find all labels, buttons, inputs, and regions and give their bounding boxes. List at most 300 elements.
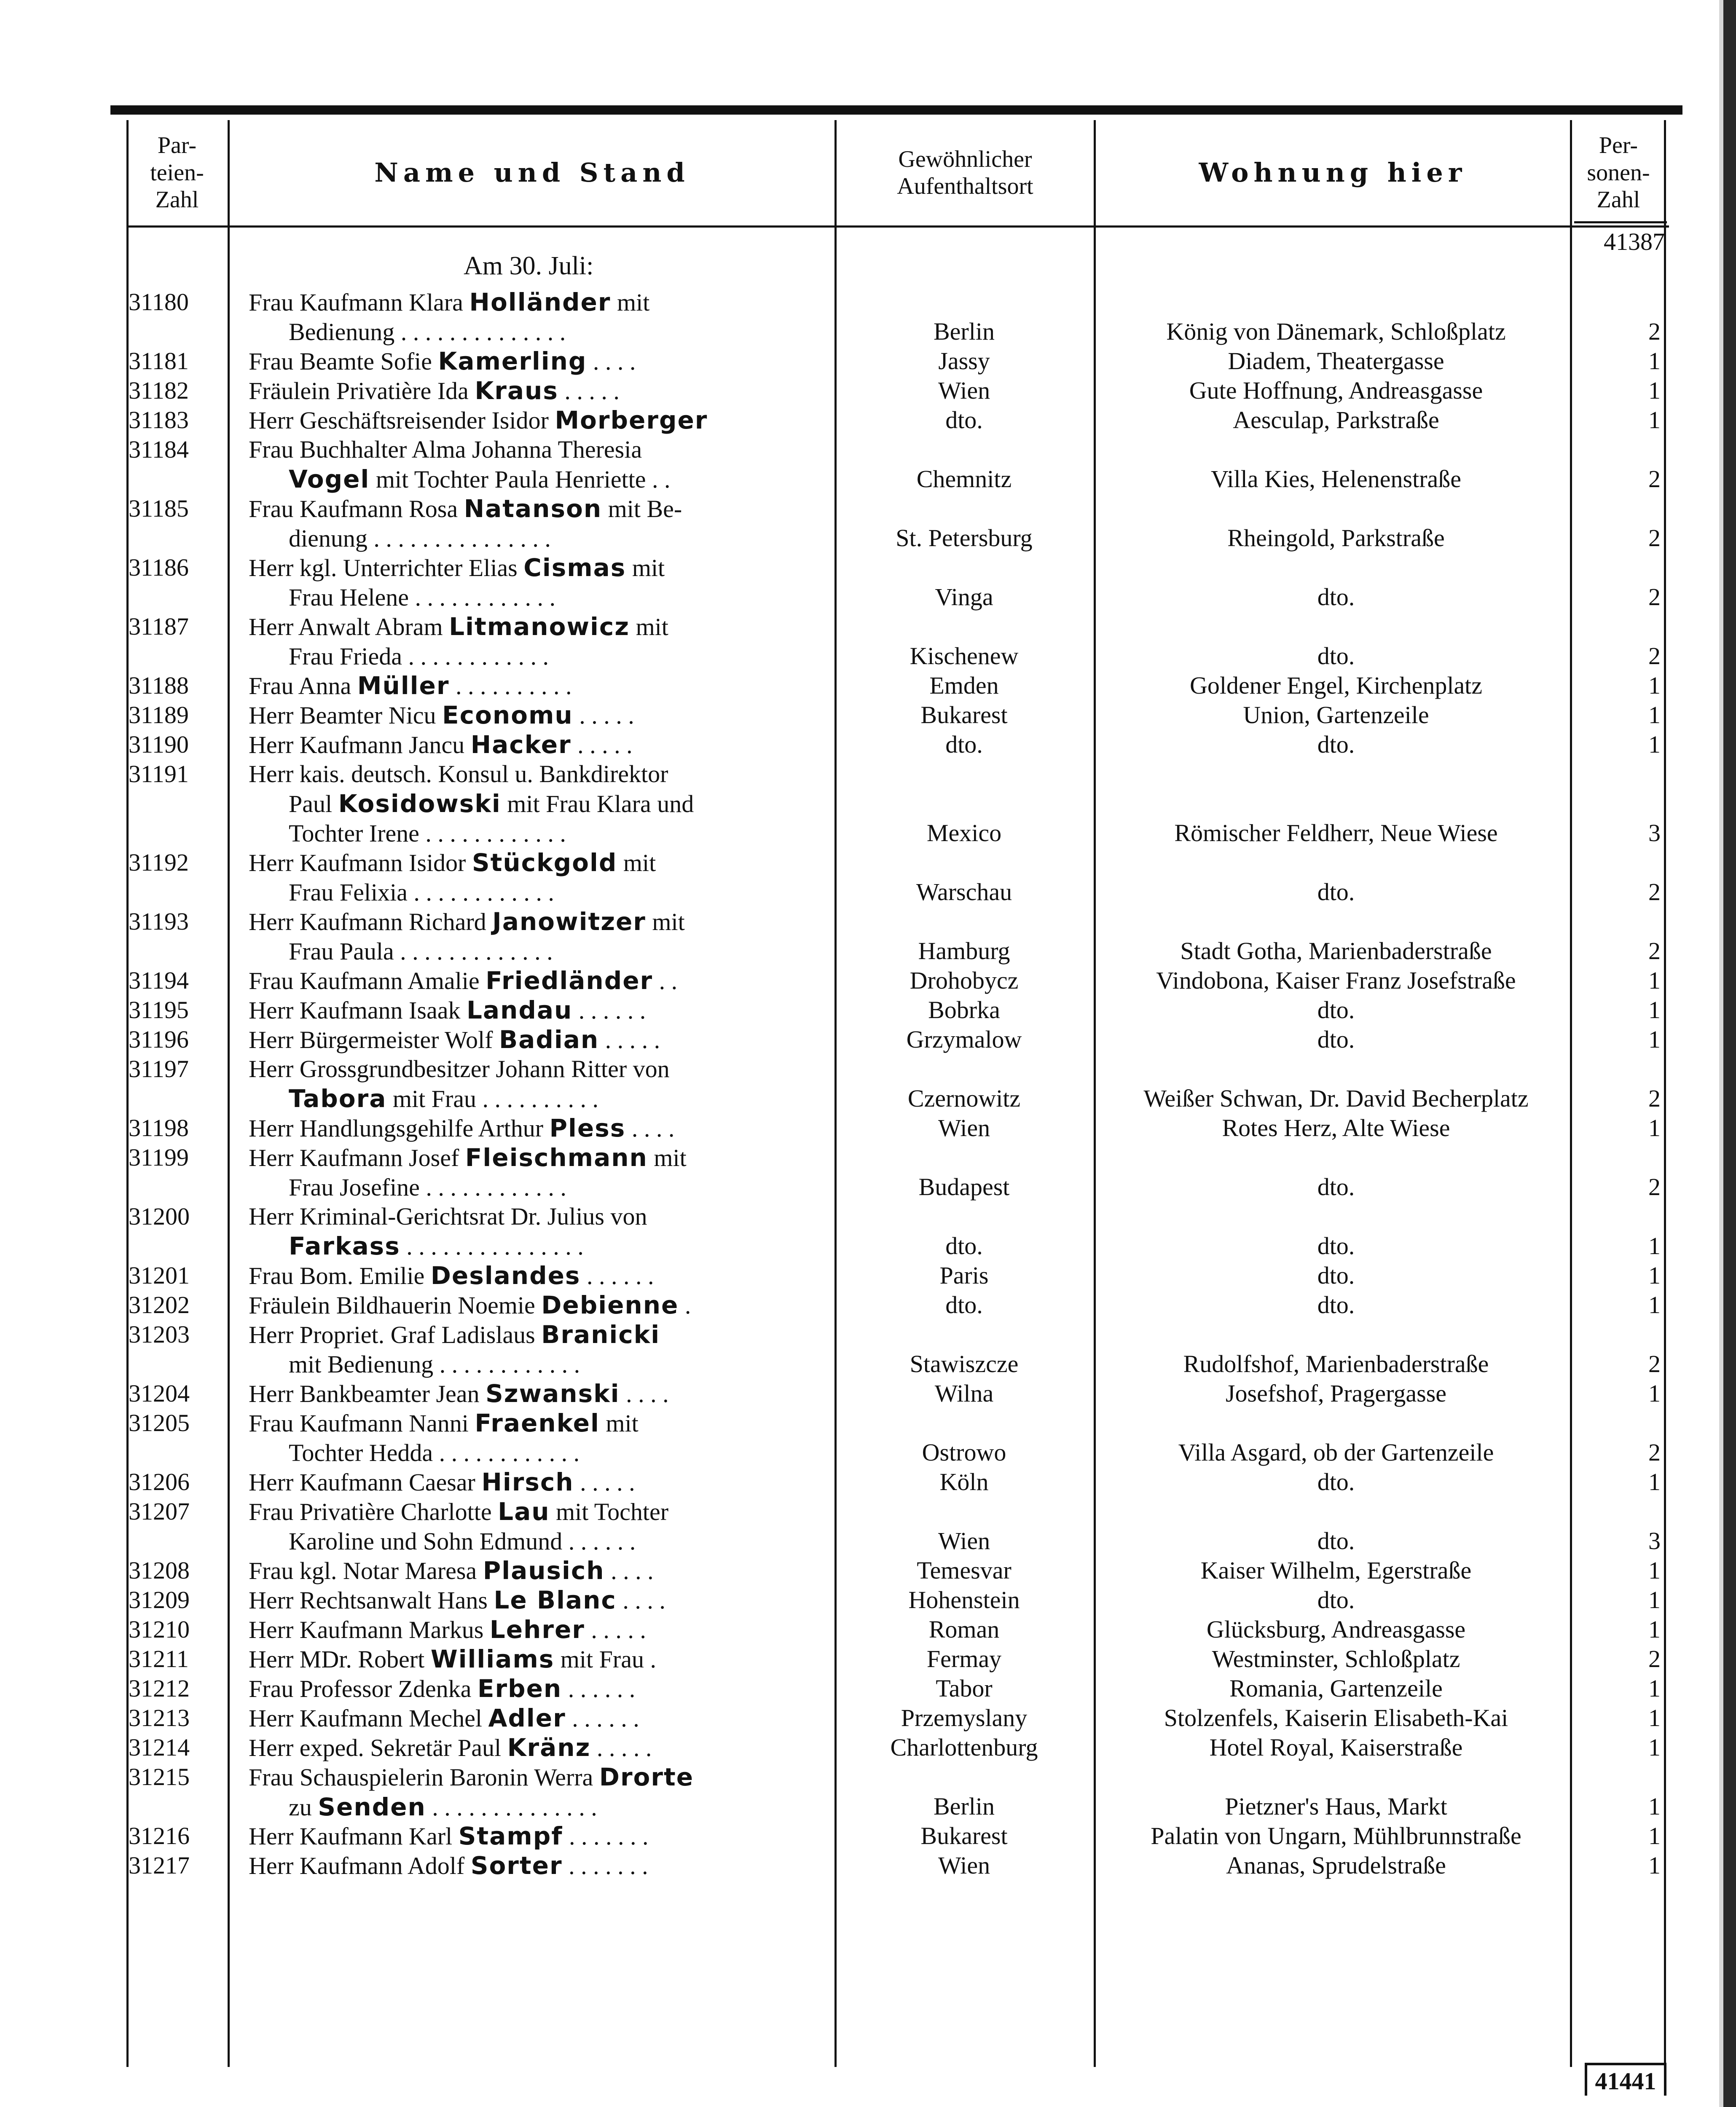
header-residence-line2: Aufenthaltsort bbox=[897, 173, 1033, 199]
entry-name-suffix: mit bbox=[647, 1144, 687, 1171]
entry-name-text: Tochter Irene bbox=[289, 820, 419, 847]
entry-name-line bbox=[249, 700, 830, 730]
entry-number: 31214 bbox=[129, 1734, 190, 1761]
entry-number: 31201 bbox=[129, 1262, 190, 1289]
entry-surname: Lau bbox=[498, 1497, 550, 1526]
entry-name-suffix: mit bbox=[630, 613, 668, 641]
entry-surname: Debienne bbox=[541, 1291, 679, 1319]
entry-name bbox=[249, 1615, 830, 1645]
entry-number: 31194 bbox=[129, 967, 189, 994]
entry-residence: Berlin bbox=[934, 318, 995, 345]
entry-name-line bbox=[249, 583, 830, 612]
entry-person-count: 1 bbox=[1648, 701, 1661, 729]
carry-over-count: 41387 bbox=[1604, 228, 1665, 255]
entry-surname: Kamerling bbox=[438, 347, 587, 375]
entry-residence: Drohobycz bbox=[910, 967, 1019, 994]
entry-lodging: Ananas, Sprudelstraße bbox=[1226, 1852, 1446, 1879]
entry-residence: Hamburg bbox=[918, 937, 1010, 965]
entry-name-text: dienung bbox=[289, 525, 368, 552]
entry-person-count: 1 bbox=[1648, 996, 1661, 1024]
entry-name-text: Frau Schauspielerin Baronin Werra bbox=[249, 1764, 599, 1791]
entry-number: 31191 bbox=[129, 760, 189, 788]
entry-name bbox=[249, 759, 830, 848]
entry-lodging: Stolzenfels, Kaiserin Elisabeth-Kai bbox=[1164, 1704, 1508, 1732]
entry-name-text: Herr Geschäftsreisender Isidor bbox=[249, 407, 555, 434]
entry-row bbox=[0, 553, 1736, 612]
entry-lodging: Gute Hoffnung, Andreasgasse bbox=[1189, 377, 1483, 404]
entry-number: 31205 bbox=[129, 1409, 190, 1437]
entry-name bbox=[249, 346, 830, 376]
entry-name-text: Herr Kriminal-Gerichtsrat Dr. Julius von bbox=[249, 1203, 647, 1230]
entry-lodging: dto. bbox=[1317, 878, 1355, 906]
entry-name bbox=[249, 671, 830, 701]
entry-name bbox=[249, 553, 830, 612]
entry-lodging: dto. bbox=[1317, 642, 1355, 670]
entry-surname: Holländer bbox=[469, 288, 611, 316]
entry-name-line bbox=[249, 376, 830, 406]
entry-name-text: mit Bedienung bbox=[289, 1351, 434, 1378]
entry-number: 31195 bbox=[129, 996, 189, 1024]
entry-lodging: Union, Gartenzeile bbox=[1243, 701, 1429, 729]
entry-name-text: Herr Bankbeamter Jean bbox=[249, 1380, 486, 1407]
entry-name-line bbox=[249, 1527, 830, 1556]
entry-name-suffix: . . . . . bbox=[599, 1026, 660, 1054]
entry-name-line bbox=[249, 907, 830, 937]
header-persons-line2: sonen- bbox=[1587, 159, 1650, 186]
entry-name-text: Frau Buchhalter Alma Johanna Theresia bbox=[249, 436, 642, 463]
entry-lodging: Weißer Schwan, Dr. David Becherplatz bbox=[1143, 1085, 1529, 1112]
entry-residence: Wien bbox=[938, 1852, 990, 1879]
entry-number: 31189 bbox=[129, 701, 189, 729]
entry-name bbox=[249, 995, 830, 1025]
entry-name-line bbox=[249, 464, 830, 494]
entry-name-suffix: mit Frau . . . . . . . . . . bbox=[386, 1085, 599, 1112]
entry-lodging: Kaiser Wilhelm, Egerstraße bbox=[1200, 1557, 1472, 1584]
entry-name-suffix: . . . . . . . . . . . . bbox=[419, 1174, 566, 1201]
entry-name-text: Frau Paula bbox=[289, 938, 394, 965]
entry-surname: Senden bbox=[318, 1793, 426, 1821]
entry-row bbox=[0, 1261, 1736, 1290]
entry-surname: Sorter bbox=[470, 1851, 563, 1880]
entry-name-text: Frau Privatière Charlotte bbox=[249, 1498, 498, 1525]
entry-number: 31190 bbox=[129, 731, 189, 758]
entry-name-text: Herr exped. Sekretär Paul bbox=[249, 1734, 507, 1761]
entry-name-line bbox=[249, 1674, 830, 1704]
entry-name-line bbox=[249, 642, 830, 671]
entry-name-line bbox=[249, 1113, 830, 1143]
entry-person-count: 1 bbox=[1648, 1793, 1661, 1820]
top-rule bbox=[110, 105, 1682, 115]
entry-name-line bbox=[249, 1173, 830, 1202]
entry-name-line bbox=[249, 612, 830, 642]
entry-residence: Przemyslany bbox=[901, 1704, 1028, 1732]
entry-name-text: Frau kgl. Notar Maresa bbox=[249, 1557, 483, 1584]
entry-surname: Friedländer bbox=[486, 966, 653, 995]
entry-row bbox=[0, 1202, 1736, 1261]
entry-residence: Paris bbox=[939, 1262, 989, 1289]
entry-surname: Economu bbox=[442, 701, 573, 729]
entry-name-suffix: . . . . . . . . . . . . . bbox=[394, 938, 553, 965]
entry-lodging: dto. bbox=[1317, 996, 1355, 1024]
entry-name-text: Herr MDr. Robert bbox=[249, 1646, 431, 1673]
entry-number: 31215 bbox=[129, 1763, 190, 1791]
entry-name-line bbox=[249, 937, 830, 966]
entry-name-text: Herr Kaufmann Caesar bbox=[249, 1469, 482, 1496]
entry-name-line bbox=[249, 1733, 830, 1763]
entry-name-suffix: . . . . . . . bbox=[563, 1823, 649, 1850]
entry-name-text: Herr Kaufmann Mechel bbox=[249, 1705, 488, 1732]
entry-surname: Vogel bbox=[289, 465, 370, 493]
entry-row bbox=[0, 1851, 1736, 1880]
entry-number: 31200 bbox=[129, 1203, 190, 1230]
entry-lodging: Vindobona, Kaiser Franz Josefstraße bbox=[1156, 967, 1516, 994]
entry-name bbox=[249, 1467, 830, 1497]
entry-lodging: Stadt Gotha, Marienbaderstraße bbox=[1180, 937, 1492, 965]
entry-name-suffix: . . . . . . . . . . . . bbox=[407, 879, 554, 906]
entry-residence: Wilna bbox=[934, 1380, 994, 1407]
entry-name bbox=[249, 1379, 830, 1409]
entry-name-line bbox=[249, 346, 830, 376]
entry-name-line bbox=[249, 1231, 830, 1261]
entry-name bbox=[249, 1703, 830, 1733]
entry-surname: Stampf bbox=[458, 1822, 563, 1850]
entry-lodging: dto. bbox=[1317, 1026, 1355, 1053]
entry-name-text: Herr Kaufmann Adolf bbox=[249, 1852, 471, 1879]
entry-lodging: Hotel Royal, Kaiserstraße bbox=[1209, 1734, 1463, 1761]
entry-person-count: 1 bbox=[1648, 1468, 1661, 1496]
entry-name bbox=[249, 376, 830, 406]
entry-row bbox=[0, 1821, 1736, 1851]
entry-number: 31198 bbox=[129, 1114, 189, 1142]
entry-lodging: dto. bbox=[1317, 1291, 1355, 1319]
entry-name-suffix: . . . . . bbox=[585, 1616, 646, 1643]
entry-residence: Köln bbox=[939, 1468, 989, 1496]
entry-name-text: Frau Kaufmann Rosa bbox=[249, 495, 464, 523]
entry-name-line bbox=[249, 1762, 830, 1792]
entry-name-suffix: . . . . . . . bbox=[562, 1852, 648, 1879]
entry-surname: Pless bbox=[549, 1114, 626, 1142]
entry-name-text: Frau Felixia bbox=[289, 879, 408, 906]
entry-row bbox=[0, 1674, 1736, 1703]
entry-name-text: Herr kgl. Unterrichter Elias bbox=[249, 554, 524, 582]
entry-lodging: Villa Asgard, ob der Gartenzeile bbox=[1178, 1439, 1494, 1466]
entry-name-line bbox=[249, 1350, 830, 1379]
entry-person-count: 1 bbox=[1648, 1734, 1661, 1761]
entry-lodging: Glücksburg, Andreasgasse bbox=[1206, 1616, 1466, 1643]
entry-person-count: 1 bbox=[1648, 731, 1661, 758]
entry-number: 31188 bbox=[129, 672, 189, 699]
entry-number: 31210 bbox=[129, 1616, 190, 1643]
entry-person-count: 1 bbox=[1648, 1380, 1661, 1407]
entry-row bbox=[0, 405, 1736, 435]
entry-name bbox=[249, 1762, 830, 1822]
entry-name bbox=[249, 1143, 830, 1202]
entry-name-text: Herr Bürgermeister Wolf bbox=[249, 1026, 499, 1054]
entry-name-text: Herr Rechtsanwalt Hans bbox=[249, 1587, 494, 1614]
entry-person-count: 2 bbox=[1648, 878, 1661, 906]
entry-number: 31207 bbox=[129, 1498, 190, 1525]
entry-surname: Branicki bbox=[541, 1320, 660, 1349]
entry-name-line bbox=[249, 1379, 830, 1409]
entry-surname: Williams bbox=[430, 1645, 555, 1673]
entry-name-suffix: mit Be- bbox=[602, 495, 682, 523]
entry-name-line bbox=[249, 317, 830, 347]
entry-person-count: 1 bbox=[1648, 967, 1661, 994]
entry-row bbox=[0, 671, 1736, 700]
entry-name-text: Frau Kaufmann Amalie bbox=[249, 967, 486, 995]
entry-residence: Ostrowo bbox=[922, 1439, 1006, 1466]
entry-name-text: Paul bbox=[289, 790, 338, 818]
entry-name-suffix: mit Tochter Paula Henriette . . bbox=[370, 466, 671, 493]
entry-residence: Warschau bbox=[916, 878, 1012, 906]
entry-name-suffix: mit Frau Klara und bbox=[501, 790, 694, 818]
entry-name-text: Herr Kaufmann Josef bbox=[249, 1144, 465, 1171]
entry-person-count: 3 bbox=[1648, 819, 1661, 847]
entry-row bbox=[0, 966, 1736, 995]
entry-name-line bbox=[249, 995, 830, 1025]
header-name: Name und Stand bbox=[374, 157, 690, 188]
entry-number: 31181 bbox=[129, 347, 189, 375]
entry-row bbox=[0, 435, 1736, 494]
entry-person-count: 1 bbox=[1648, 1026, 1661, 1053]
entry-name-line bbox=[249, 1615, 830, 1645]
entry-name-line bbox=[249, 1556, 830, 1586]
entry-name bbox=[249, 966, 830, 996]
entry-name-suffix: . . . . . . bbox=[580, 1262, 654, 1289]
entry-name bbox=[249, 1202, 830, 1261]
entry-name-suffix: . . . . . bbox=[590, 1734, 652, 1761]
entry-name bbox=[249, 494, 830, 553]
entry-name-text: Herr Grossgrundbesitzer Johann Ritter von bbox=[249, 1055, 670, 1083]
entry-name-text: Herr Kaufmann Isaak bbox=[249, 997, 467, 1024]
entry-person-count: 2 bbox=[1648, 1085, 1661, 1112]
entry-surname: Kraus bbox=[475, 376, 558, 405]
entry-name-suffix: . . . . bbox=[620, 1380, 669, 1407]
entry-surname: Badian bbox=[499, 1025, 599, 1054]
entry-name-line bbox=[249, 759, 830, 789]
entry-name-line bbox=[249, 405, 830, 435]
entry-lodging: Palatin von Ungarn, Mühlbrunnstraße bbox=[1151, 1822, 1521, 1850]
entry-name-text: Herr Handlungsgehilfe Arthur bbox=[249, 1115, 550, 1142]
entry-residence: Hohenstein bbox=[908, 1586, 1020, 1614]
entry-row bbox=[0, 759, 1736, 848]
entry-row bbox=[0, 1497, 1736, 1556]
entry-residence: St. Petersburg bbox=[896, 524, 1033, 552]
entry-residence: Budapest bbox=[918, 1173, 1010, 1201]
entry-residence: Bobrka bbox=[928, 996, 1000, 1024]
entry-name-line bbox=[249, 1202, 830, 1231]
entry-residence: Kischenew bbox=[910, 642, 1019, 670]
entry-person-count: 2 bbox=[1648, 524, 1661, 552]
entry-residence: Charlottenburg bbox=[890, 1734, 1038, 1761]
entry-name-suffix: . . . . . . . . . . . . . . bbox=[426, 1793, 597, 1821]
entry-residence: Temesvar bbox=[917, 1557, 1012, 1584]
entry-person-count: 1 bbox=[1648, 1822, 1661, 1850]
entry-name-suffix: . . . . . . bbox=[566, 1705, 639, 1732]
entry-name-line bbox=[249, 1792, 830, 1822]
entry-name bbox=[249, 1113, 830, 1143]
entry-name bbox=[249, 1585, 830, 1615]
entry-name-suffix: . . . . . . . . . . . . bbox=[433, 1351, 580, 1378]
entry-name-text: Bedienung bbox=[289, 318, 395, 346]
entry-name-text: Tochter Hedda bbox=[289, 1439, 433, 1466]
header-persons-line3: Zahl bbox=[1596, 187, 1640, 213]
entry-name-text: Frau Bom. Emilie bbox=[249, 1262, 431, 1289]
entry-name-line bbox=[249, 1585, 830, 1615]
entry-name-text: Herr Kaufmann Karl bbox=[249, 1823, 459, 1850]
entry-number: 31196 bbox=[129, 1026, 189, 1053]
entry-name-line bbox=[249, 553, 830, 583]
entry-number: 31183 bbox=[129, 406, 189, 434]
entry-number: 31197 bbox=[129, 1055, 189, 1083]
entry-number: 31192 bbox=[129, 849, 189, 876]
entry-name-line bbox=[249, 848, 830, 878]
entry-name-line bbox=[249, 287, 830, 317]
entry-surname: Müller bbox=[357, 671, 450, 700]
entry-name-suffix: mit Frau . bbox=[554, 1646, 656, 1673]
entry-name-text: Frau Beamte Sofie bbox=[249, 348, 438, 375]
header-lodging: Wohnung hier bbox=[1199, 157, 1467, 188]
entry-number: 31211 bbox=[129, 1645, 189, 1673]
entry-name-suffix: . . . . . . bbox=[572, 997, 646, 1024]
entry-name-text: Herr Kaufmann Markus bbox=[249, 1616, 490, 1643]
entry-surname: Janowitzer bbox=[492, 907, 646, 936]
entry-name bbox=[249, 907, 830, 966]
entry-residence: dto. bbox=[945, 1232, 983, 1260]
entry-residence: Roman bbox=[928, 1616, 1000, 1643]
entry-name-suffix: . . . . . . . . . . . . bbox=[409, 584, 556, 611]
entry-number: 31213 bbox=[129, 1704, 190, 1732]
entry-name-line bbox=[249, 1821, 830, 1851]
header-party-number-line2: teien- bbox=[150, 159, 204, 186]
entry-name-suffix: . . . . bbox=[604, 1557, 654, 1584]
entry-person-count: 1 bbox=[1648, 1557, 1661, 1584]
entry-name-text: Herr Kaufmann Isidor bbox=[249, 849, 472, 877]
header-residence bbox=[837, 120, 1094, 225]
entry-residence: Tabor bbox=[936, 1675, 993, 1702]
entry-lodging: Rudolfshof, Marienbaderstraße bbox=[1183, 1350, 1489, 1378]
entry-person-count: 2 bbox=[1648, 1350, 1661, 1378]
entry-name-suffix: . . . . bbox=[587, 348, 636, 375]
entry-name-suffix: . . . . . bbox=[574, 1469, 635, 1496]
entry-number: 31185 bbox=[129, 495, 189, 522]
entry-surname: Kosidowski bbox=[338, 789, 501, 818]
entry-person-count: 3 bbox=[1648, 1527, 1661, 1555]
entry-person-count: 1 bbox=[1648, 1616, 1661, 1643]
entry-surname: Lehrer bbox=[489, 1615, 585, 1644]
entry-surname: Deslandes bbox=[430, 1261, 581, 1290]
entry-residence: Mexico bbox=[926, 819, 1002, 847]
entry-person-count: 1 bbox=[1648, 1291, 1661, 1319]
entry-residence: Bukarest bbox=[920, 1822, 1008, 1850]
entry-residence: Bukarest bbox=[920, 701, 1008, 729]
entry-lodging: Pietzner's Haus, Markt bbox=[1225, 1793, 1447, 1820]
entry-name-line bbox=[249, 494, 830, 524]
entry-residence: dto. bbox=[945, 406, 983, 434]
entry-number: 31202 bbox=[129, 1291, 190, 1319]
entry-residence: Fermay bbox=[926, 1645, 1002, 1673]
entry-surname: Litmanowicz bbox=[449, 612, 630, 641]
entry-lodging: dto. bbox=[1317, 1232, 1355, 1260]
entry-surname: Stückgold bbox=[472, 848, 617, 877]
header-party-number-line3: Zahl bbox=[155, 187, 199, 213]
entry-name-text: Frau Kaufmann Klara bbox=[249, 289, 470, 316]
entry-residence: Wien bbox=[938, 1114, 990, 1142]
entry-row bbox=[0, 287, 1736, 346]
entry-person-count: 2 bbox=[1648, 937, 1661, 965]
header-residence-line1: Gewöhnlicher bbox=[898, 146, 1032, 172]
entry-row bbox=[0, 907, 1736, 966]
entry-name bbox=[249, 405, 830, 435]
entry-lodging: Rotes Herz, Alte Wiese bbox=[1222, 1114, 1450, 1142]
entry-row bbox=[0, 1556, 1736, 1585]
entry-name-line bbox=[249, 1143, 830, 1173]
entry-person-count: 1 bbox=[1648, 406, 1661, 434]
entry-person-count: 1 bbox=[1648, 1586, 1661, 1614]
entry-row bbox=[0, 1379, 1736, 1408]
entry-surname: Hirsch bbox=[481, 1468, 574, 1496]
entry-row bbox=[0, 1290, 1736, 1320]
entry-lodging: dto. bbox=[1317, 1527, 1355, 1555]
entry-name-line bbox=[249, 1703, 830, 1733]
entry-surname: Cismas bbox=[523, 553, 626, 582]
entry-lodging: Josefshof, Pragergasse bbox=[1225, 1380, 1447, 1407]
entry-surname: Le Blanc bbox=[494, 1586, 617, 1614]
entry-surname: Farkass bbox=[289, 1232, 400, 1260]
entry-surname: Fleischmann bbox=[465, 1143, 648, 1172]
entry-name bbox=[249, 1497, 830, 1556]
entry-name-line bbox=[249, 1408, 830, 1438]
entry-name-suffix: . . . . . . bbox=[562, 1675, 636, 1702]
entry-person-count: 1 bbox=[1648, 347, 1661, 375]
entry-person-count: 1 bbox=[1648, 1675, 1661, 1702]
entry-number: 31199 bbox=[129, 1144, 189, 1171]
entry-name bbox=[249, 287, 830, 347]
entry-name bbox=[249, 1851, 830, 1881]
entry-person-count: 2 bbox=[1648, 465, 1661, 493]
entry-row bbox=[0, 1408, 1736, 1467]
entry-name bbox=[249, 700, 830, 730]
entry-row bbox=[0, 1467, 1736, 1497]
entry-name-suffix: . . . . . . bbox=[562, 1528, 636, 1555]
entry-name bbox=[249, 435, 830, 494]
entry-name-line bbox=[249, 1084, 830, 1114]
entry-name-line bbox=[249, 819, 830, 848]
entry-row bbox=[0, 1644, 1736, 1674]
entry-person-count: 2 bbox=[1648, 1173, 1661, 1201]
entry-name-text: Herr kais. deutsch. Konsul u. Bankdirektor bbox=[249, 760, 668, 788]
entry-name bbox=[249, 1025, 830, 1055]
entry-row bbox=[0, 730, 1736, 759]
entry-name-line bbox=[249, 435, 830, 464]
entry-surname: Hacker bbox=[470, 730, 572, 759]
entry-name bbox=[249, 612, 830, 671]
entry-name-suffix: . . . . . . . . . . . . . . . bbox=[400, 1233, 584, 1260]
entry-lodging: dto. bbox=[1317, 583, 1355, 611]
entry-name bbox=[249, 1733, 830, 1763]
entry-name-suffix: . . . . . . . . . . . . bbox=[433, 1439, 580, 1466]
entry-person-count: 2 bbox=[1648, 583, 1661, 611]
entry-number: 31186 bbox=[129, 554, 189, 581]
entry-lodging: Westminster, Schloßplatz bbox=[1212, 1645, 1460, 1673]
entry-name-line bbox=[249, 1054, 830, 1084]
entry-name bbox=[249, 1644, 830, 1674]
header-party-number bbox=[129, 120, 225, 225]
entry-surname: Kränz bbox=[507, 1733, 591, 1762]
entry-name bbox=[249, 730, 830, 760]
entry-name-text: Frau Frieda bbox=[289, 643, 402, 670]
entry-lodging: dto. bbox=[1317, 1173, 1355, 1201]
